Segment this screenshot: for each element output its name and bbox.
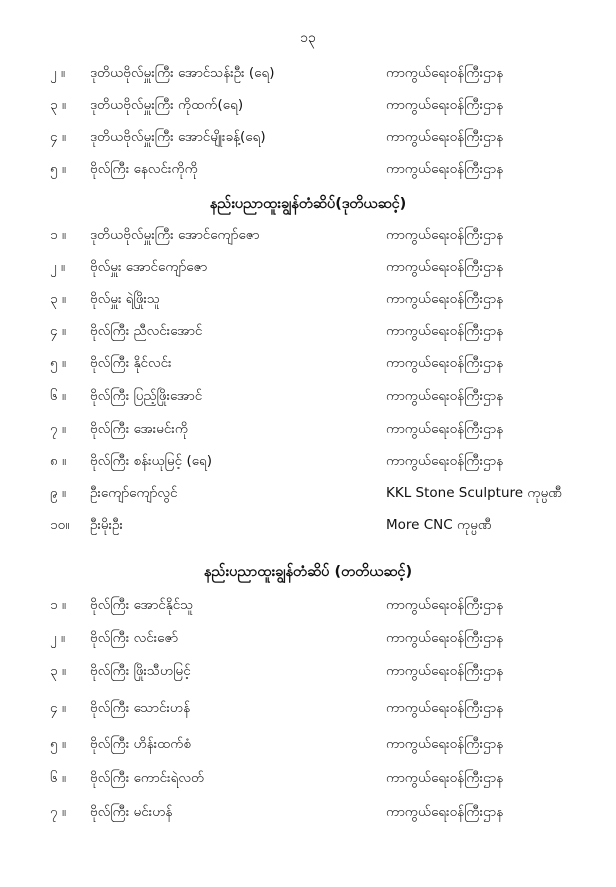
list-item <box>0 288 616 310</box>
person-name: ဗိုလ်ကြီး စန်းယုမြင့် (ရေ) <box>90 453 213 469</box>
item-number: ၂ ။ <box>50 65 66 81</box>
organization: ကာကွယ်ရေးဝန်ကြီးဌာန <box>386 388 504 404</box>
person-name: ဗိုလ်ကြီး နေလင်းကိုကို <box>90 161 198 177</box>
organization: ကာကွယ်ရေးဝန်ကြီးဌာန <box>386 161 504 177</box>
item-number: ၅ ။ <box>50 355 66 371</box>
organization: ကာကွယ်ရေးဝန်ကြီးဌာန <box>386 227 504 243</box>
item-number: ၁၀။ <box>50 517 70 533</box>
item-number: ၁ ။ <box>50 227 66 243</box>
person-name: ဗိုလ်မှူး အောင်ကျော်ဇော <box>90 259 208 275</box>
item-number: ၂ ။ <box>50 630 66 646</box>
organization: More CNC ကုမ္ပဏီ <box>386 517 492 533</box>
organization: ကာကွယ်ရေးဝန်ကြီးဌာန <box>386 421 504 437</box>
person-name: ဗိုလ်ကြီး အောင်နိုင်သူ <box>90 597 194 613</box>
item-number: ၇ ။ <box>50 804 66 820</box>
organization: ကာကွယ်ရေးဝန်ကြီးဌာန <box>386 323 504 339</box>
item-number: ၅ ။ <box>50 736 66 752</box>
list-item <box>0 418 616 440</box>
person-name: ဗိုလ်ကြီး အေးမင်းကို <box>90 421 189 437</box>
person-name: ဒုတိယဗိုလ်မှူးကြီး အောင်မျိုးခန့်(ရေ) <box>90 129 266 145</box>
item-number: ၃ ။ <box>50 291 66 307</box>
item-number: ၄ ။ <box>50 700 66 716</box>
organization: ကာကွယ်ရေးဝန်ကြီးဌာန <box>386 770 504 786</box>
organization: ကာကွယ်ရေးဝန်ကြီးဌာန <box>386 129 504 145</box>
person-name: ဦးမိုးဦး <box>90 517 123 533</box>
person-name: ဗိုလ်ကြီး ပြည့်ဖြိုးအောင် <box>90 388 203 404</box>
list-item <box>0 697 616 719</box>
item-number: ၁ ။ <box>50 597 66 613</box>
list-item <box>0 594 616 616</box>
organization: ကာကွယ်ရေးဝန်ကြီးဌာန <box>386 453 504 469</box>
item-number: ၉ ။ <box>50 485 66 501</box>
item-number: ၃ ။ <box>50 97 66 113</box>
list-item <box>0 660 616 682</box>
organization: ကာကွယ်ရေးဝန်ကြီးဌာန <box>386 736 504 752</box>
organization: ကာကွယ်ရေးဝန်ကြီးဌာန <box>386 663 504 679</box>
item-number: ၇ ။ <box>50 421 66 437</box>
section-heading: နည်းပညာထူးချွန်တံဆိပ် (တတိယဆင့်) <box>203 564 413 580</box>
organization: ကာကွယ်ရေးဝန်ကြီးဌာန <box>386 291 504 307</box>
list-item <box>0 514 616 536</box>
organization: ကာကွယ်ရေးဝန်ကြီးဌာန <box>386 97 504 113</box>
organization: KKL Stone Sculpture ကုမ္ပဏီ <box>386 485 562 501</box>
list-item <box>0 126 616 148</box>
item-number: ၈ ။ <box>50 453 67 469</box>
person-name: ဗိုလ်ကြီး မင်းဟန် <box>90 804 173 820</box>
section-heading: နည်းပညာထူးချွန်တံဆိပ်(ဒုတိယဆင့်) <box>209 196 407 212</box>
person-name: ဗိုလ်ကြီး ညီလင်းအောင် <box>90 323 203 339</box>
organization: ကာကွယ်ရေးဝန်ကြီးဌာန <box>386 597 504 613</box>
list-item <box>0 450 616 472</box>
item-number: ၃ ။ <box>50 663 66 679</box>
list-item <box>0 767 616 789</box>
page-number: ၁၃ <box>300 30 316 46</box>
organization: ကာကွယ်ရေးဝန်ကြီးဌာန <box>386 700 504 716</box>
list-item <box>0 62 616 84</box>
list-item <box>0 733 616 755</box>
person-name: ဒုတိယဗိုလ်မှူးကြီး ကိုထက်(ရေ) <box>90 97 244 113</box>
list-item <box>0 801 616 823</box>
list-item <box>0 320 616 342</box>
item-number: ၆ ။ <box>50 388 66 404</box>
person-name: ဗိုလ်ကြီး လင်းဇော် <box>90 630 179 646</box>
organization: ကာကွယ်ရေးဝန်ကြီးဌာန <box>386 355 504 371</box>
person-name: ဦးကျော်ကျော်လွင် <box>90 485 178 501</box>
organization: ကာကွယ်ရေးဝန်ကြီးဌာန <box>386 804 504 820</box>
organization: ကာကွယ်ရေးဝန်ကြီးဌာန <box>386 259 504 275</box>
list-item <box>0 224 616 246</box>
person-name: ဗိုလ်ကြီး ဟိန်းထက်စံ <box>90 736 192 752</box>
list-item <box>0 482 616 504</box>
item-number: ၄ ။ <box>50 129 66 145</box>
list-item <box>0 385 616 407</box>
list-item <box>0 158 616 180</box>
person-name: ဗိုလ်မှူး ရဲဖြိုးသူ <box>90 291 161 307</box>
organization: ကာကွယ်ရေးဝန်ကြီးဌာန <box>386 65 504 81</box>
person-name: ဗိုလ်ကြီး သောင်းဟန် <box>90 700 191 716</box>
item-number: ၂ ။ <box>50 259 66 275</box>
list-item <box>0 94 616 116</box>
list-item <box>0 352 616 374</box>
person-name: ဗိုလ်ကြီး နိုင်လင်း <box>90 355 172 371</box>
organization: ကာကွယ်ရေးဝန်ကြီးဌာန <box>386 630 504 646</box>
list-item <box>0 256 616 278</box>
person-name: ဗိုလ်ကြီး ကောင်းရဲလတ် <box>90 770 205 786</box>
person-name: ဒုတိယဗိုလ်မှူးကြီး အောင်သန်းဦး (ရေ) <box>90 65 275 81</box>
list-item <box>0 627 616 649</box>
item-number: ၄ ။ <box>50 323 66 339</box>
item-number: ၅ ။ <box>50 161 66 177</box>
item-number: ၆ ။ <box>50 770 66 786</box>
person-name: ဗိုလ်ကြီး ဖြိုးသီဟမြင့် <box>90 663 191 679</box>
person-name: ဒုတိယဗိုလ်မှူးကြီး အောင်ကျော်ဇော <box>90 227 260 243</box>
